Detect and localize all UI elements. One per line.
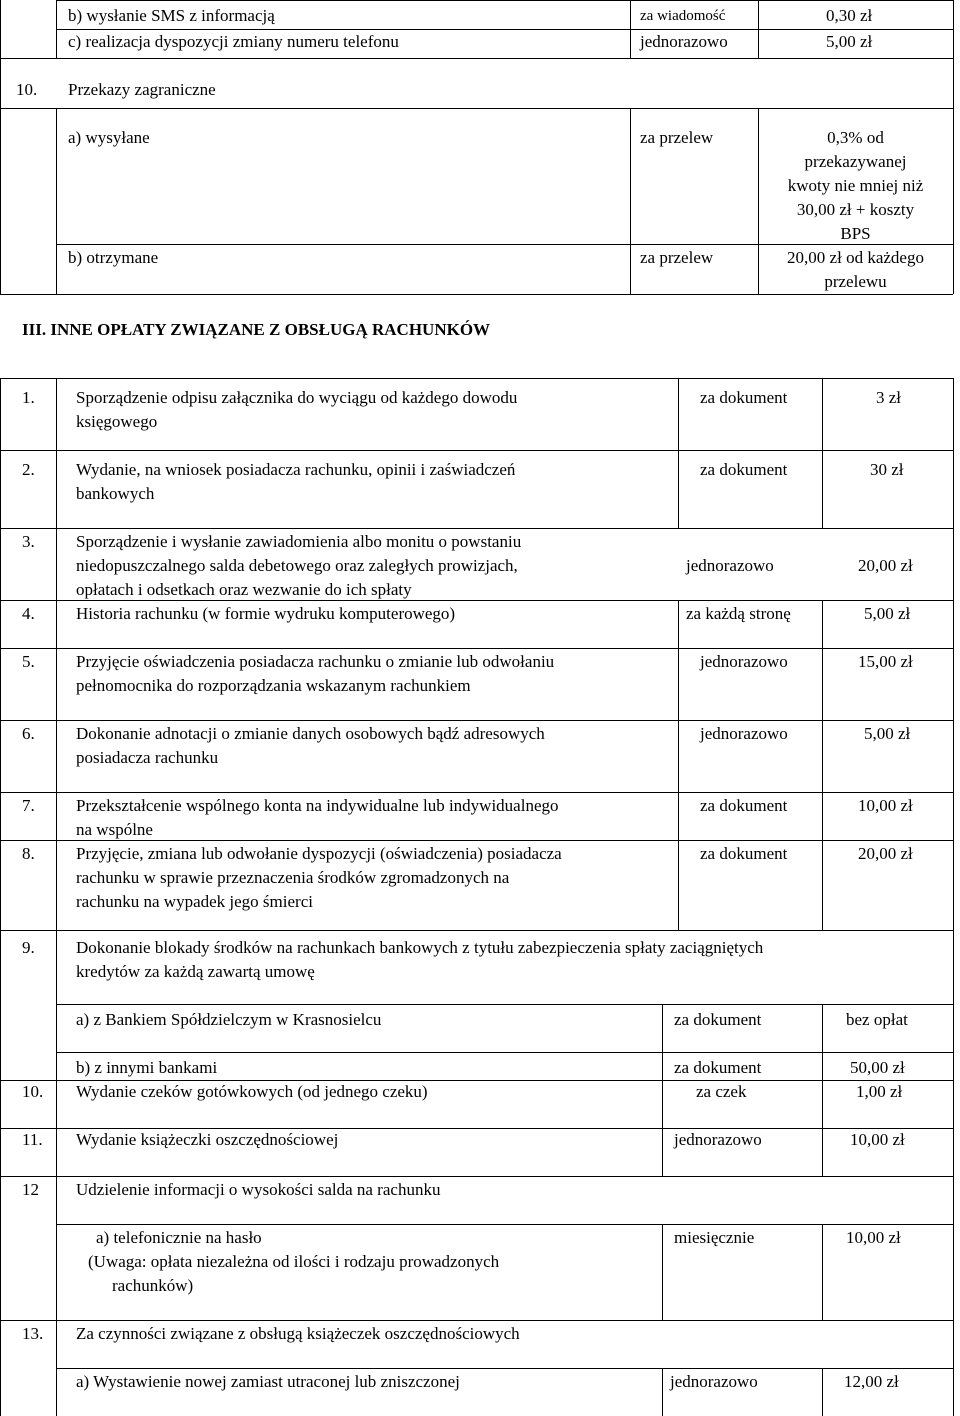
row4-fee: 5,00 zł bbox=[864, 604, 911, 623]
row6-fee: 5,00 zł bbox=[864, 724, 911, 743]
row8-num: 8. bbox=[22, 844, 35, 863]
row7-fee: 10,00 zł bbox=[858, 796, 913, 815]
s10b-unit: za przelew bbox=[640, 248, 714, 267]
row10-fee: 1,00 zł bbox=[856, 1082, 903, 1101]
row5-text: Przyjęcie oświadczenia posiadacza rachunku o zmianie lub odwołaniu pełnomocnika do rozporządzania wskazanym rachunkiem bbox=[76, 652, 555, 695]
phone-label: c) realizacja dyspozycji zmiany numeru telefonu bbox=[68, 32, 399, 51]
row9b-unit: za dokument bbox=[674, 1058, 762, 1077]
row9a-label: a) z Bankiem Spółdzielczym w Krasnosielcu bbox=[76, 1010, 382, 1029]
row2-text: Wydanie, na wniosek posiadacza rachunku, opinii i zaświadczeń bankowych bbox=[76, 460, 516, 503]
row4-unit: za każdą stronę bbox=[686, 604, 791, 623]
row3-text: Sporządzenie i wysłanie zawiadomienia albo monitu o powstaniu niedopuszczalnego salda debetowego oraz zaległych prowizjach, opłatach i odsetkach oraz wezwanie do ich spłaty bbox=[76, 532, 522, 599]
row12-text: Udzielenie informacji o wysokości salda na rachunku bbox=[76, 1180, 441, 1199]
row8-unit: za dokument bbox=[700, 844, 788, 863]
row13a-fee: 12,00 zł bbox=[844, 1372, 899, 1391]
s10a-label: a) wysyłane bbox=[68, 128, 150, 147]
sms-fee: 0,30 zł bbox=[826, 6, 873, 25]
row7-text: Przekształcenie wspólnego konta na indywidualne lub indywidualnego na wspólne bbox=[76, 796, 559, 839]
row1-num: 1. bbox=[22, 388, 35, 407]
phone-unit: jednorazowo bbox=[640, 32, 728, 51]
row9-num: 9. bbox=[22, 938, 35, 957]
row10-unit: za czek bbox=[696, 1082, 747, 1101]
row13-num: 13. bbox=[22, 1324, 44, 1343]
s10-title: Przekazy zagraniczne bbox=[68, 80, 216, 99]
row7-num: 7. bbox=[22, 796, 35, 815]
row12-num: 12 bbox=[22, 1180, 39, 1199]
row9-text: Dokonanie blokady środków na rachunkach bankowych z tytułu zabezpieczenia spłaty zaciągniętych kredytów za każdą zawartą umowę bbox=[76, 938, 764, 981]
s10a-unit: za przelew bbox=[640, 128, 714, 147]
row4-num: 4. bbox=[22, 604, 35, 623]
row13a-label: a) Wystawienie nowej zamiast utraconej lub zniszczonej bbox=[76, 1372, 460, 1391]
row2-num: 2. bbox=[22, 460, 35, 479]
row9b-label: b) z innymi bankami bbox=[76, 1058, 218, 1077]
s10b-label: b) otrzymane bbox=[68, 248, 159, 267]
s10a-fee: 0,3% od przekazywanej kwoty nie mniej niż 30,00 zł + koszty BPS bbox=[787, 128, 924, 243]
row7-unit: za dokument bbox=[700, 796, 788, 815]
row9a-fee: bez opłat bbox=[846, 1010, 908, 1029]
row12a-unit: miesięcznie bbox=[674, 1228, 755, 1247]
row5-num: 5. bbox=[22, 652, 35, 671]
sms-unit: za wiadomość bbox=[640, 8, 726, 24]
row3-num: 3. bbox=[22, 532, 35, 551]
row9a-unit: za dokument bbox=[674, 1010, 762, 1029]
phone-fee: 5,00 zł bbox=[826, 32, 873, 51]
row6-unit: jednorazowo bbox=[700, 724, 788, 743]
row11-unit: jednorazowo bbox=[674, 1130, 762, 1149]
row1-text: Sporządzenie odpisu załącznika do wyciągu od każdego dowodu księgowego bbox=[76, 388, 518, 431]
row11-num: 11. bbox=[22, 1130, 43, 1149]
row9b-fee: 50,00 zł bbox=[850, 1058, 905, 1077]
row1-unit: za dokument bbox=[700, 388, 788, 407]
row10-text: Wydanie czeków gotówkowych (od jednego czeku) bbox=[76, 1082, 428, 1101]
s10-num: 10. bbox=[16, 80, 38, 99]
row6-text: Dokonanie adnotacji o zmianie danych osobowych bądź adresowych posiadacza rachunku bbox=[76, 724, 545, 767]
s10b-fee: 20,00 zł od każdego przelewu bbox=[787, 248, 924, 291]
row8-fee: 20,00 zł bbox=[858, 844, 913, 863]
row12a-label: a) telefonicznie na hasło bbox=[96, 1228, 262, 1247]
row5-unit: jednorazowo bbox=[700, 652, 788, 671]
row3-unit: jednorazowo bbox=[686, 556, 774, 575]
row5-fee: 15,00 zł bbox=[858, 652, 913, 671]
row13-text: Za czynności związane z obsługą książeczek oszczędnościowych bbox=[76, 1324, 520, 1343]
row2-fee: 30 zł bbox=[870, 460, 904, 479]
row13a-unit: jednorazowo bbox=[670, 1372, 758, 1391]
row11-fee: 10,00 zł bbox=[850, 1130, 905, 1149]
row2-unit: za dokument bbox=[700, 460, 788, 479]
row1-fee: 3 zł bbox=[876, 388, 902, 407]
row12a-fee: 10,00 zł bbox=[846, 1228, 901, 1247]
row8-text: Przyjęcie, zmiana lub odwołanie dyspozycji (oświadczenia) posiadacza rachunku w sprawie przeznaczenia środków zgromadzonych na rachunku na wypadek jego śmierci bbox=[76, 844, 562, 911]
row3-fee: 20,00 zł bbox=[858, 556, 913, 575]
row11-text: Wydanie książeczki oszczędnościowej bbox=[76, 1130, 339, 1149]
row6-num: 6. bbox=[22, 724, 35, 743]
row12a-note: (Uwaga: opłata niezależna od ilości i rodzaju prowadzonych rachunków) bbox=[88, 1252, 500, 1295]
row10-num: 10. bbox=[22, 1082, 44, 1101]
section-iii-title: III. INNE OPŁATY ZWIĄZANE Z OBSŁUGĄ RACHUNKÓW bbox=[22, 320, 491, 339]
row4-text: Historia rachunku (w formie wydruku komputerowego) bbox=[76, 604, 456, 623]
sms-label: b) wysłanie SMS z informacją bbox=[68, 6, 275, 25]
